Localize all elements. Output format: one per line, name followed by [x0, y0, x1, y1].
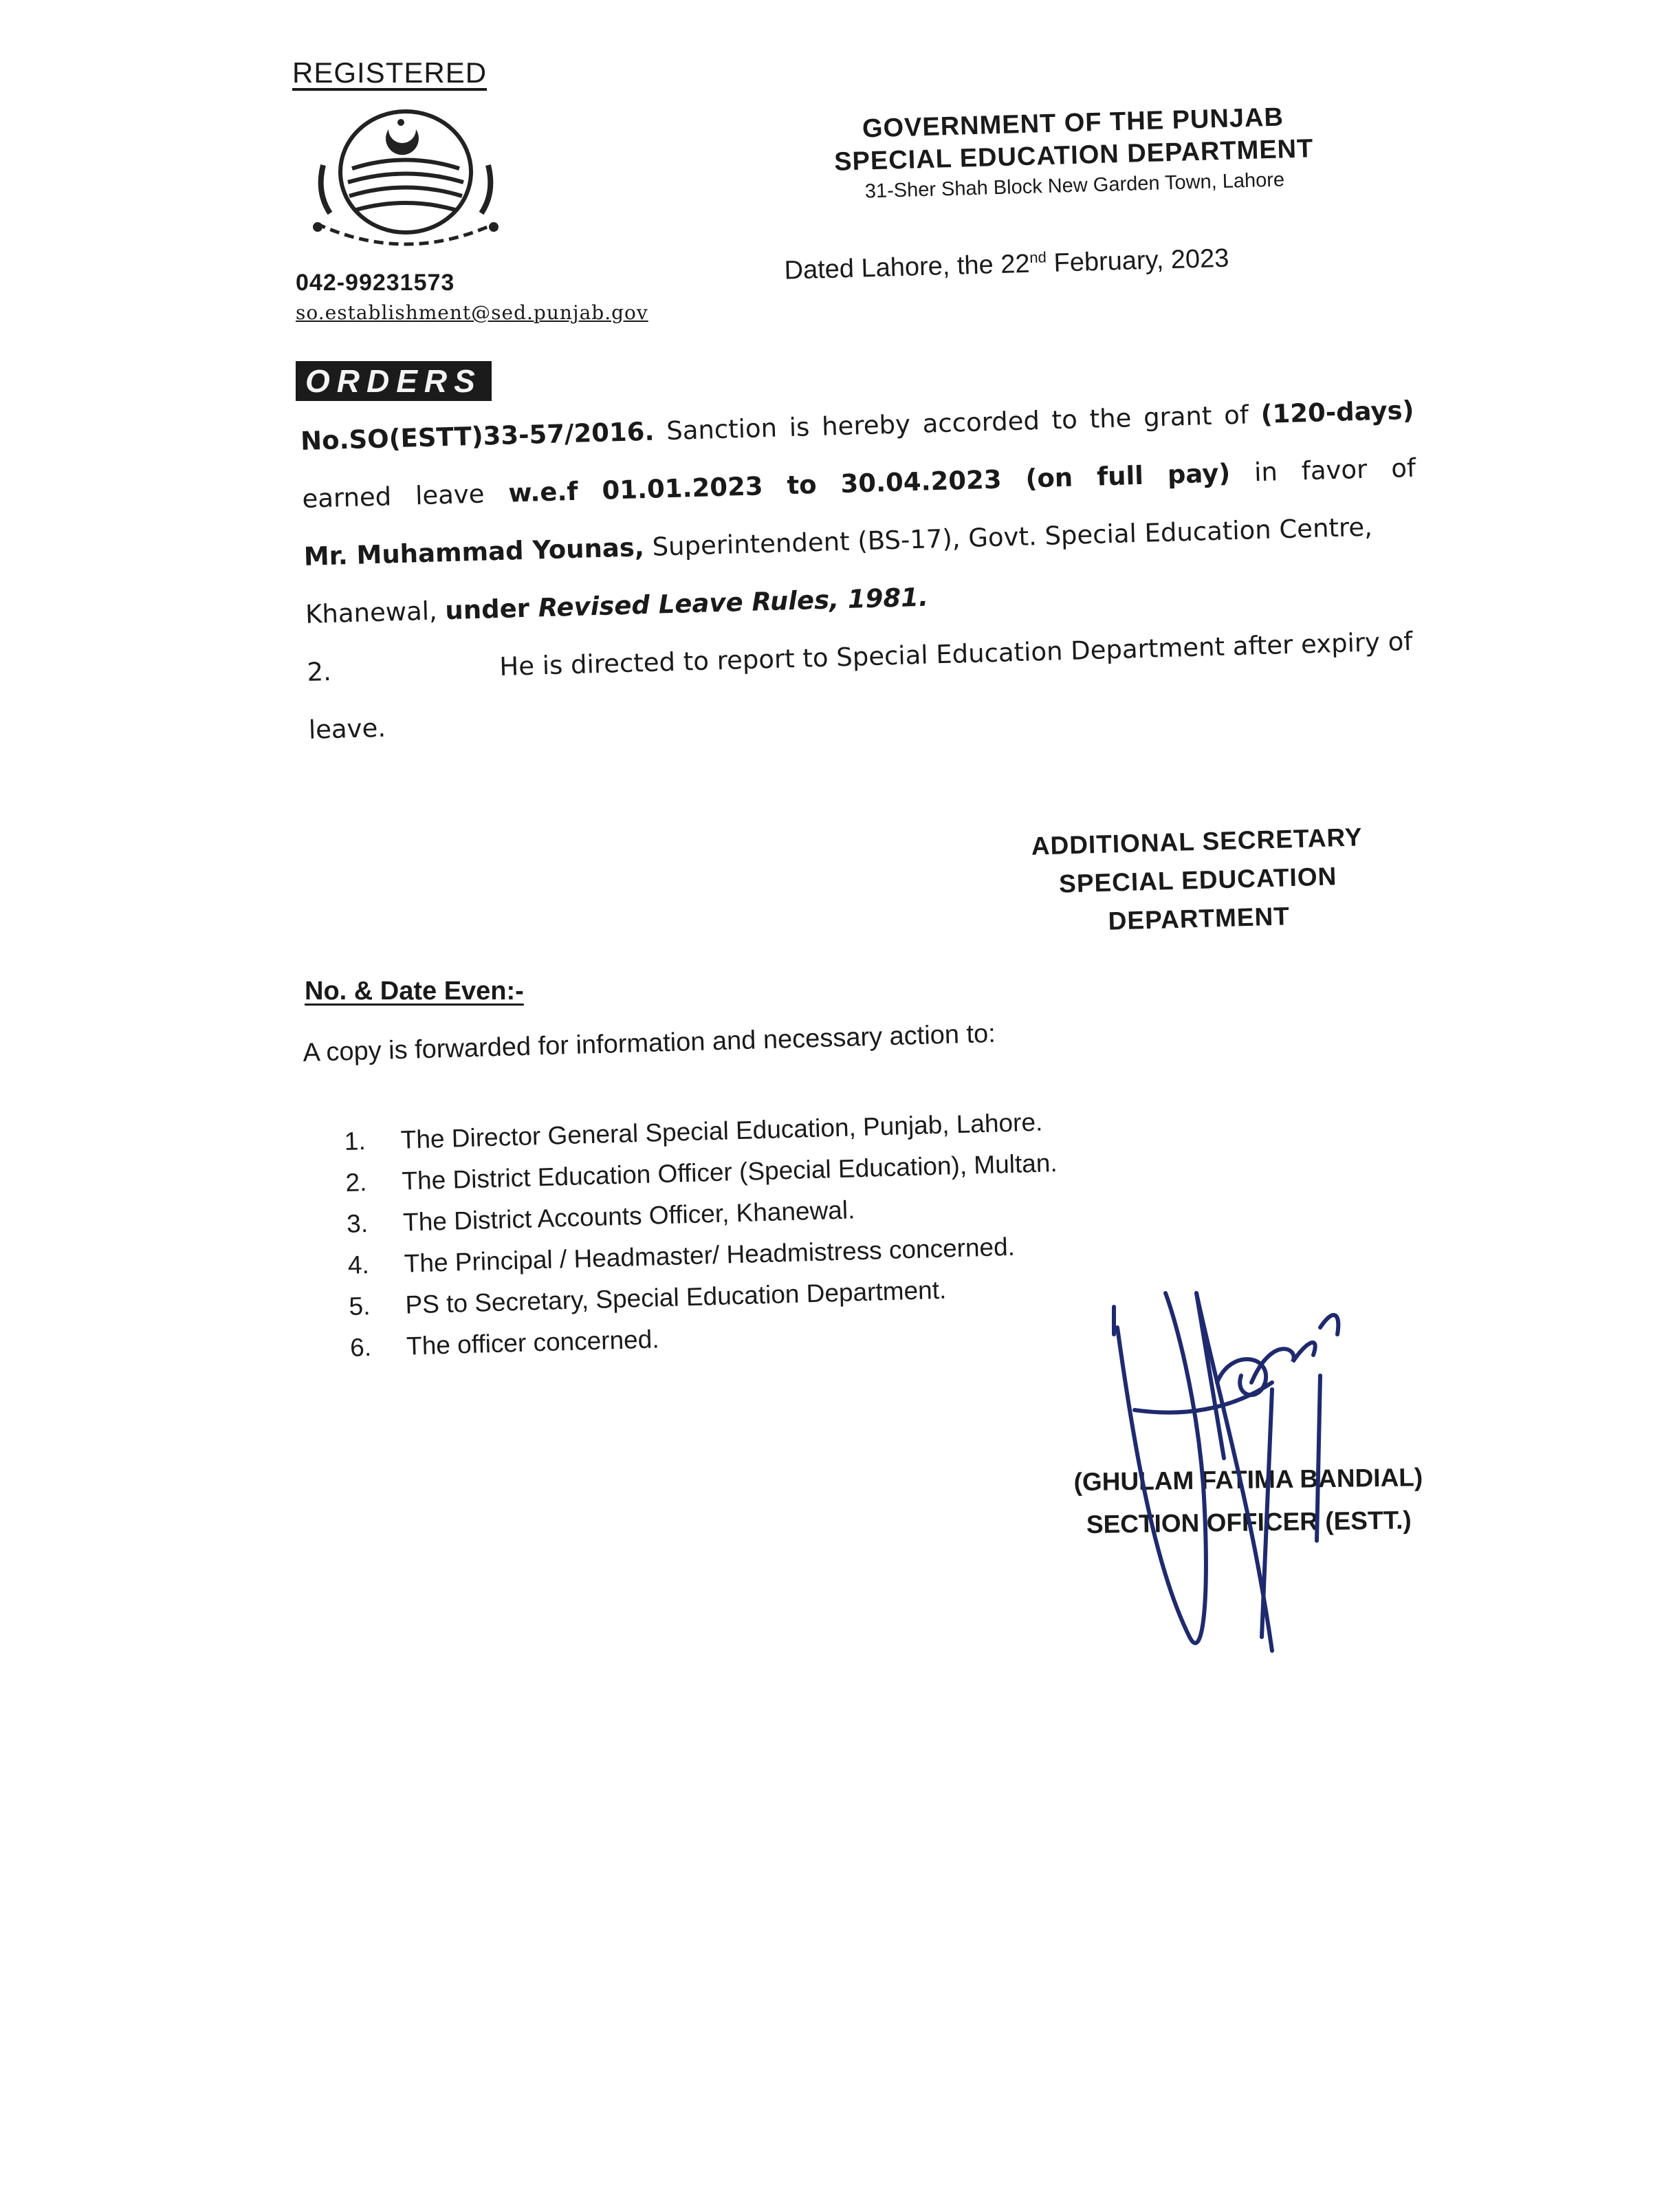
- order-word: w.e.f: [507, 476, 579, 508]
- list-item-text: The Principal / Headmaster/ Headmistress concerned.: [404, 1232, 1016, 1278]
- officer-title: SECTION OFFICER (ESTT.): [1086, 1506, 1412, 1539]
- order-word: in: [1254, 457, 1278, 488]
- signatory-block: [976, 816, 1419, 944]
- order-word: pay): [1167, 458, 1231, 490]
- leave-rules: Revised Leave Rules, 1981.: [538, 582, 929, 623]
- order-word: favor: [1301, 454, 1368, 486]
- order-word: grant: [1143, 400, 1213, 433]
- order-word: 30.04.2023: [840, 464, 1003, 499]
- list-item-text: The officer concerned.: [406, 1325, 660, 1360]
- list-item-text: The District Education Officer (Special Education), Multan.: [401, 1149, 1058, 1195]
- letterhead-header: [777, 100, 1370, 206]
- paragraph-number: 2.: [306, 656, 332, 687]
- list-item-text: PS to Secretary, Special Education Department.: [404, 1275, 947, 1319]
- list-item-number: 2.: [344, 1168, 367, 1197]
- under-word: under: [444, 593, 539, 626]
- order-word: of: [1390, 453, 1416, 484]
- order-word: (on: [1025, 462, 1073, 494]
- dated-line: [784, 243, 1229, 286]
- order-word: to: [1051, 404, 1078, 435]
- order-reference: No.SO(ESTT)33-57/2016.: [300, 416, 655, 456]
- order-word: hereby: [821, 409, 911, 442]
- order-word: (120-days): [1260, 395, 1415, 429]
- government-title: GOVERNMENT OF THE PUNJAB: [862, 102, 1284, 144]
- employee-name: Mr. Muhammad Younas,: [303, 532, 645, 572]
- officer-name: (GHULAM FATIMA BANDIAL): [1073, 1463, 1423, 1497]
- no-date-even-heading: No. & Date Even:-: [305, 977, 524, 1006]
- order-word: 01.01.2023: [601, 471, 764, 506]
- date-prefix: Dated Lahore, the 22: [784, 249, 1031, 285]
- order-word: full: [1096, 460, 1144, 492]
- distribution-list: [344, 1101, 1062, 1369]
- signatory-line-2: SPECIAL EDUCATION: [1058, 862, 1337, 898]
- order-word: of: [1223, 400, 1249, 431]
- order-word: accorded: [922, 405, 1040, 439]
- punjab-government-emblem-icon: [303, 103, 509, 251]
- date-rest: February, 2023: [1046, 243, 1229, 278]
- list-item-number: 6.: [349, 1333, 372, 1362]
- list-item-number: 1.: [344, 1127, 366, 1156]
- list-item-number: 4.: [347, 1250, 370, 1279]
- phone-number: 042-99231573: [296, 270, 455, 296]
- list-item-text: The Director General Special Education, Punjab, Lahore.: [400, 1107, 1043, 1154]
- order-word: the: [1089, 403, 1132, 434]
- orders-heading: ORDERS: [296, 361, 492, 401]
- station: Khanewal,: [305, 596, 446, 629]
- order-word: earned: [301, 481, 392, 514]
- signatory-line-3: DEPARTMENT: [1108, 902, 1291, 935]
- order-word: leave: [415, 479, 485, 511]
- handwritten-signature-icon: [1093, 1279, 1355, 1678]
- order-body: [300, 382, 1423, 759]
- order-word: to: [786, 470, 818, 501]
- signatory-line-1: ADDITIONAL SECRETARY: [1031, 823, 1364, 860]
- order-word: is: [789, 412, 810, 443]
- paragraph-2-text: He is directed to report to Special Education Department after expiry of: [499, 626, 1413, 682]
- employee-designation: Superintendent (BS-17), Govt. Special Education Centre,: [652, 512, 1373, 562]
- order-word: Sanction: [666, 413, 778, 446]
- department-title: SPECIAL EDUCATION DEPARTMENT: [833, 134, 1314, 177]
- list-item-text: The District Accounts Officer, Khanewal.: [402, 1195, 855, 1237]
- paragraph-2-continuation: leave.: [308, 713, 386, 745]
- date-suffix: nd: [1029, 248, 1047, 267]
- department-address: 31-Sher Shah Block New Garden Town, Lahore: [864, 169, 1285, 203]
- registered-label: REGISTERED: [292, 56, 488, 89]
- email-address: so.establishment@sed.punjab.gov: [296, 301, 648, 324]
- list-item-number: 5.: [348, 1292, 371, 1321]
- list-item-number: 3.: [346, 1209, 369, 1238]
- copy-forwarded-line: A copy is forwarded for information and necessary action to:: [303, 1019, 996, 1067]
